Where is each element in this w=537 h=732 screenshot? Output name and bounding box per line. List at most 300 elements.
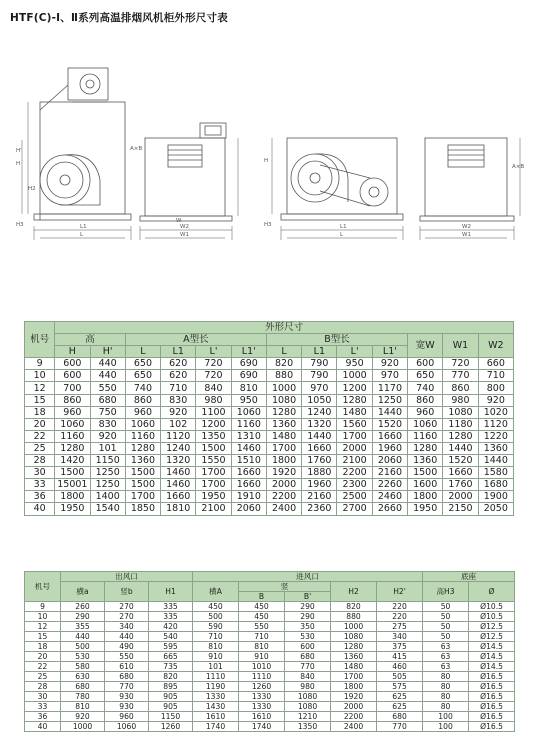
table-cell: 1080 <box>285 692 331 702</box>
label-l-b: L <box>340 232 344 238</box>
table-cell: 2500 <box>337 491 372 503</box>
table-cell: 440 <box>105 632 149 642</box>
table-cell: 1360 <box>125 455 160 467</box>
table-cell: 1280 <box>266 406 301 418</box>
table-cell: 1960 <box>302 479 337 491</box>
table-cell: 1760 <box>302 455 337 467</box>
table-cell: 350 <box>285 622 331 632</box>
table-cell: 1500 <box>196 442 231 454</box>
table-cell: 740 <box>125 382 160 394</box>
table-cell: 2200 <box>266 491 301 503</box>
table-cell: 1420 <box>55 455 90 467</box>
table-row <box>25 612 515 622</box>
table-cell: 950 <box>337 358 372 370</box>
table-cell: 1700 <box>331 672 377 682</box>
table-cell: 820 <box>331 602 377 612</box>
table-cell: 2100 <box>196 503 231 515</box>
table-cell: 895 <box>149 682 193 692</box>
table-cell: 50 <box>423 622 469 632</box>
table-cell: 2200 <box>337 467 372 479</box>
machine-no-cell: 20 <box>25 418 55 430</box>
table-cell: 1360 <box>478 442 513 454</box>
label-w1: W1 <box>180 232 189 238</box>
table-cell: 1950 <box>408 503 443 515</box>
label-l1: L1 <box>80 224 87 230</box>
table-cell: 2000 <box>337 442 372 454</box>
table-cell: 970 <box>302 382 337 394</box>
table-row <box>25 467 514 479</box>
table-cell: 830 <box>90 418 125 430</box>
table-cell: 960 <box>408 406 443 418</box>
machine-no-cell: 10 <box>25 370 55 382</box>
machine-no-cell: 40 <box>25 722 61 732</box>
machine-no-cell: 22 <box>25 662 61 672</box>
table-cell: 1160 <box>408 430 443 442</box>
table-cell: 220 <box>377 602 423 612</box>
table-cell: 50 <box>423 602 469 612</box>
outer-dimensions-body <box>25 358 514 515</box>
table-cell: 1280 <box>125 442 160 454</box>
table-cell: 1160 <box>55 430 90 442</box>
table-cell: 1060 <box>125 418 160 430</box>
table-cell: 930 <box>105 692 149 702</box>
header-width: 宽W <box>408 334 443 358</box>
table-cell: 2400 <box>266 503 301 515</box>
table-cell: 2660 <box>372 503 407 515</box>
table-cell: 1280 <box>331 642 377 652</box>
table-cell: 1660 <box>231 479 266 491</box>
table-cell: 690 <box>231 358 266 370</box>
table-cell: 680 <box>285 652 331 662</box>
table-cell: 960 <box>105 712 149 722</box>
table-cell: 340 <box>105 622 149 632</box>
table-cell: 1360 <box>408 455 443 467</box>
table-cell: 1120 <box>161 430 196 442</box>
header-a-l: L <box>125 346 160 358</box>
header-h1: H1 <box>149 582 193 602</box>
table-cell: 1910 <box>231 491 266 503</box>
table-cell: 1260 <box>149 722 193 732</box>
table-cell: 1800 <box>55 491 90 503</box>
table-cell: 620 <box>161 370 196 382</box>
table-cell: 840 <box>196 382 231 394</box>
header-a-l1: L1 <box>161 346 196 358</box>
table-row <box>25 442 514 454</box>
header-depth-b: 竖b <box>105 582 149 602</box>
header-w1: W1 <box>443 334 478 358</box>
table-cell: 950 <box>231 394 266 406</box>
table-cell: 1700 <box>196 467 231 479</box>
table-cell: 1440 <box>302 430 337 442</box>
header-height-h3: 高H3 <box>423 582 469 602</box>
table-cell: 1700 <box>196 479 231 491</box>
table-cell: 650 <box>125 370 160 382</box>
table-cell: 355 <box>61 622 105 632</box>
header-machine-no-2: 机号 <box>25 572 61 602</box>
table-cell: 600 <box>408 358 443 370</box>
table-cell: 1050 <box>302 394 337 406</box>
header-w2: W2 <box>478 334 513 358</box>
table-cell: 680 <box>105 672 149 682</box>
table-cell: 1010 <box>239 662 285 672</box>
table-cell: 710 <box>161 382 196 394</box>
table-cell: 1480 <box>331 662 377 672</box>
table-row <box>25 702 515 712</box>
table-cell: 102 <box>161 418 196 430</box>
table-cell: 490 <box>105 642 149 652</box>
table-cell: 980 <box>196 394 231 406</box>
drawing-side-view-a <box>22 68 131 240</box>
label-h-b: H <box>264 158 269 164</box>
label-w: W <box>176 218 182 224</box>
table-cell: 780 <box>61 692 105 702</box>
machine-no-cell: 36 <box>25 712 61 722</box>
table-cell: 1440 <box>443 442 478 454</box>
table-cell: 1810 <box>161 503 196 515</box>
machine-no-cell: 18 <box>25 642 61 652</box>
machine-no-cell: 9 <box>25 358 55 370</box>
table-cell: 1660 <box>302 442 337 454</box>
header-b-l1-prime: L1' <box>372 346 407 358</box>
drawing-side-view-b <box>272 138 403 240</box>
table-cell: 1360 <box>331 652 377 662</box>
table-cell: 1250 <box>90 479 125 491</box>
table-row <box>25 430 514 442</box>
table-cell: 810 <box>231 382 266 394</box>
table-cell: 1280 <box>337 394 372 406</box>
table-cell: 580 <box>61 662 105 672</box>
table-cell: 1700 <box>266 442 301 454</box>
machine-no-cell: 36 <box>25 491 55 503</box>
table-cell: 710 <box>478 370 513 382</box>
dimension-drawings <box>0 40 537 250</box>
header-h2-prime: H2' <box>377 582 423 602</box>
table-cell: 2160 <box>372 467 407 479</box>
table-cell: 1850 <box>125 503 160 515</box>
table-cell: 1120 <box>478 418 513 430</box>
table-row <box>25 672 515 682</box>
table-cell: 920 <box>372 358 407 370</box>
table-cell: 820 <box>266 358 301 370</box>
table-cell: 720 <box>443 358 478 370</box>
table-cell: Ø16.5 <box>469 722 515 732</box>
table-cell: 1060 <box>408 418 443 430</box>
table-row <box>25 382 514 394</box>
header-width-A: 横A <box>193 582 239 602</box>
header-h2: H2 <box>331 582 377 602</box>
table-cell: 1190 <box>193 682 239 692</box>
machine-no-cell: 12 <box>25 622 61 632</box>
table-cell: 1510 <box>231 455 266 467</box>
table-cell: 1950 <box>196 491 231 503</box>
table-cell: 595 <box>149 642 193 652</box>
machine-no-cell: 25 <box>25 442 55 454</box>
table-cell: 450 <box>193 602 239 612</box>
table-cell: 1150 <box>149 712 193 722</box>
table-cell: 1310 <box>231 430 266 442</box>
table-cell: 340 <box>377 632 423 642</box>
table-cell: 335 <box>149 602 193 612</box>
table-cell: 290 <box>285 602 331 612</box>
label-w1-b: W1 <box>462 232 471 238</box>
table-cell: 1480 <box>266 430 301 442</box>
table-cell: Ø16.5 <box>469 672 515 682</box>
table-cell: 930 <box>105 702 149 712</box>
machine-no-cell: 15 <box>25 632 61 642</box>
machine-no-cell: 33 <box>25 479 55 491</box>
table-cell: 1330 <box>239 702 285 712</box>
table-cell: 1460 <box>231 442 266 454</box>
label-h-prime: H' <box>16 148 22 154</box>
table-cell: 1180 <box>443 418 478 430</box>
table-cell: 860 <box>55 394 90 406</box>
table-cell: 665 <box>149 652 193 662</box>
table-cell: 2050 <box>478 503 513 515</box>
table-cell: Ø14.5 <box>469 652 515 662</box>
table-cell: 1950 <box>55 503 90 515</box>
label-h3: H3 <box>16 222 24 228</box>
table-cell: 1660 <box>372 430 407 442</box>
table-cell: 600 <box>285 642 331 652</box>
table-cell: 1500 <box>55 467 90 479</box>
table-cell: 2060 <box>231 503 266 515</box>
table-cell: 920 <box>478 394 513 406</box>
table-cell: 625 <box>377 692 423 702</box>
table-cell: 1000 <box>266 382 301 394</box>
table-cell: 710 <box>193 632 239 642</box>
table-cell: 1760 <box>443 479 478 491</box>
table-cell: 1080 <box>443 406 478 418</box>
table-cell: 80 <box>423 702 469 712</box>
table-cell: 1250 <box>90 467 125 479</box>
table-cell: 220 <box>377 612 423 622</box>
table-cell: 610 <box>105 662 149 672</box>
table-cell: 700 <box>55 382 90 394</box>
table-cell: 920 <box>61 712 105 722</box>
table-cell: 1350 <box>196 430 231 442</box>
table-cell: Ø12.5 <box>469 632 515 642</box>
table-cell: 1240 <box>302 406 337 418</box>
table-cell: 2000 <box>266 479 301 491</box>
table-cell: 1000 <box>331 622 377 632</box>
header-width-a: 横a <box>61 582 105 602</box>
table-cell: 770 <box>443 370 478 382</box>
table-cell: Ø12.5 <box>469 622 515 632</box>
table-cell: 810 <box>239 642 285 652</box>
header-b-prime: B' <box>285 592 331 602</box>
table-cell: 375 <box>377 642 423 652</box>
table-cell: 980 <box>443 394 478 406</box>
table-row <box>25 370 514 382</box>
table-cell: 2060 <box>372 455 407 467</box>
table-cell: 2150 <box>443 503 478 515</box>
table-cell: 810 <box>61 702 105 712</box>
table-cell: 1280 <box>443 430 478 442</box>
table-cell: 2360 <box>302 503 337 515</box>
table-cell: 1610 <box>193 712 239 722</box>
table-cell: 1080 <box>266 394 301 406</box>
table-cell: 2160 <box>302 491 337 503</box>
table-cell: 820 <box>149 672 193 682</box>
header-phi: Ø <box>469 582 515 602</box>
table-cell: 830 <box>161 394 196 406</box>
machine-no-cell: 10 <box>25 612 61 622</box>
machine-no-cell: 9 <box>25 602 61 612</box>
table-cell: 660 <box>478 358 513 370</box>
table-cell: 590 <box>193 622 239 632</box>
table-row <box>25 479 514 491</box>
table-cell: 620 <box>161 358 196 370</box>
table-cell: 260 <box>61 602 105 612</box>
table-cell: 810 <box>193 642 239 652</box>
table-cell: 1330 <box>193 692 239 702</box>
table-cell: 420 <box>149 622 193 632</box>
table-cell: 1520 <box>443 455 478 467</box>
table-cell: 1160 <box>231 418 266 430</box>
table-row <box>25 406 514 418</box>
table-row <box>25 692 515 702</box>
label-w2: W2 <box>180 224 189 230</box>
table-cell: 50 <box>423 632 469 642</box>
table-row <box>25 503 514 515</box>
table-cell: 540 <box>149 632 193 642</box>
table-cell: 1550 <box>196 455 231 467</box>
header-type-b-length: B型长 <box>266 334 407 346</box>
table-cell: 1330 <box>239 692 285 702</box>
table-cell: 450 <box>239 602 285 612</box>
table-cell: 1660 <box>443 467 478 479</box>
table-cell: 1920 <box>331 692 377 702</box>
table-cell: 1400 <box>90 491 125 503</box>
header-a-l1-prime: L1' <box>231 346 266 358</box>
header-type-a-length: A型长 <box>125 334 266 346</box>
table-cell: Ø16.5 <box>469 682 515 692</box>
table-cell: 290 <box>285 612 331 622</box>
table-row <box>25 642 515 652</box>
table-cell: 100 <box>423 722 469 732</box>
table-cell: Ø16.5 <box>469 692 515 702</box>
table-cell: 1000 <box>337 370 372 382</box>
table-cell: 790 <box>302 370 337 382</box>
table-cell: 1060 <box>231 406 266 418</box>
machine-no-cell: 28 <box>25 455 55 467</box>
table-row <box>25 722 515 732</box>
table-cell: 1360 <box>266 418 301 430</box>
table-cell: 1060 <box>55 418 90 430</box>
table-cell: 980 <box>285 682 331 692</box>
table-cell: 460 <box>377 662 423 672</box>
table-cell: 860 <box>125 394 160 406</box>
table-cell: 440 <box>61 632 105 642</box>
table-cell: 880 <box>266 370 301 382</box>
table-cell: 450 <box>239 612 285 622</box>
table-cell: 1100 <box>196 406 231 418</box>
table-cell: 625 <box>377 702 423 712</box>
table-cell: 1110 <box>193 672 239 682</box>
machine-no-cell: 15 <box>25 394 55 406</box>
table-row <box>25 602 515 612</box>
table-cell: 1580 <box>478 467 513 479</box>
header-vertical: 竖 <box>239 582 331 592</box>
table-cell: 1060 <box>105 722 149 732</box>
table-cell: 770 <box>377 722 423 732</box>
table-cell: 100 <box>423 712 469 722</box>
table-cell: 1500 <box>408 467 443 479</box>
header-b-l-prime: L' <box>337 346 372 358</box>
label-h3-b: H3 <box>264 222 272 228</box>
page-title: HTF(C)-Ⅰ、Ⅱ系列高温排烟风机柜外形尺寸表 <box>10 12 228 24</box>
table-cell: 1210 <box>285 712 331 722</box>
header-b-l1: L1 <box>302 346 337 358</box>
table-cell: 1460 <box>161 479 196 491</box>
table-cell: 680 <box>90 394 125 406</box>
header-base: 底座 <box>423 572 515 582</box>
machine-no-cell: 20 <box>25 652 61 662</box>
label-axb: A×B <box>130 146 143 152</box>
table-cell: 575 <box>377 682 423 692</box>
machine-no-cell: 12 <box>25 382 55 394</box>
table-cell: 1920 <box>266 467 301 479</box>
label-axb-b: A×B <box>512 164 525 170</box>
table-cell: 1440 <box>478 455 513 467</box>
machine-no-cell: 30 <box>25 692 61 702</box>
table-cell: 1880 <box>302 467 337 479</box>
table-cell: 680 <box>61 682 105 692</box>
table-cell: Ø10.5 <box>469 602 515 612</box>
machine-no-cell: 40 <box>25 503 55 515</box>
table-cell: 1680 <box>478 479 513 491</box>
table-cell: 680 <box>377 712 423 722</box>
table-cell: 1500 <box>125 467 160 479</box>
label-l1-b: L1 <box>340 224 347 230</box>
table-cell: 650 <box>125 358 160 370</box>
table-cell: 970 <box>372 370 407 382</box>
table-cell: 290 <box>61 612 105 622</box>
table-cell: 1520 <box>372 418 407 430</box>
table-cell: 2300 <box>337 479 372 491</box>
table-cell: 1200 <box>337 382 372 394</box>
table-cell: 720 <box>196 358 231 370</box>
table-cell: Ø14.5 <box>469 662 515 672</box>
header-b: B <box>239 592 285 602</box>
header-h: H <box>55 346 90 358</box>
table-cell: 2000 <box>331 702 377 712</box>
table-cell: 1280 <box>55 442 90 454</box>
machine-no-cell: 28 <box>25 682 61 692</box>
header-outer-dims: 外形尺寸 <box>55 322 514 334</box>
table-cell: 80 <box>423 672 469 682</box>
table-cell: 530 <box>285 632 331 642</box>
table-cell: 1160 <box>125 430 160 442</box>
table-cell: 415 <box>377 652 423 662</box>
label-h2: H2 <box>28 186 36 192</box>
table-cell: 1440 <box>372 406 407 418</box>
table-cell: 920 <box>90 430 125 442</box>
label-w2-b: W2 <box>462 224 471 230</box>
header-machine-no: 机号 <box>25 322 55 358</box>
table-cell: 720 <box>196 370 231 382</box>
table-cell: 440 <box>90 370 125 382</box>
header-a-l-prime: L' <box>196 346 231 358</box>
table-row <box>25 622 515 632</box>
table-cell: 1170 <box>372 382 407 394</box>
table-cell: 550 <box>90 382 125 394</box>
table-cell: 650 <box>408 370 443 382</box>
table-cell: 600 <box>55 370 90 382</box>
table-cell: 530 <box>61 652 105 662</box>
table-cell: 550 <box>239 622 285 632</box>
table-cell: 910 <box>239 652 285 662</box>
